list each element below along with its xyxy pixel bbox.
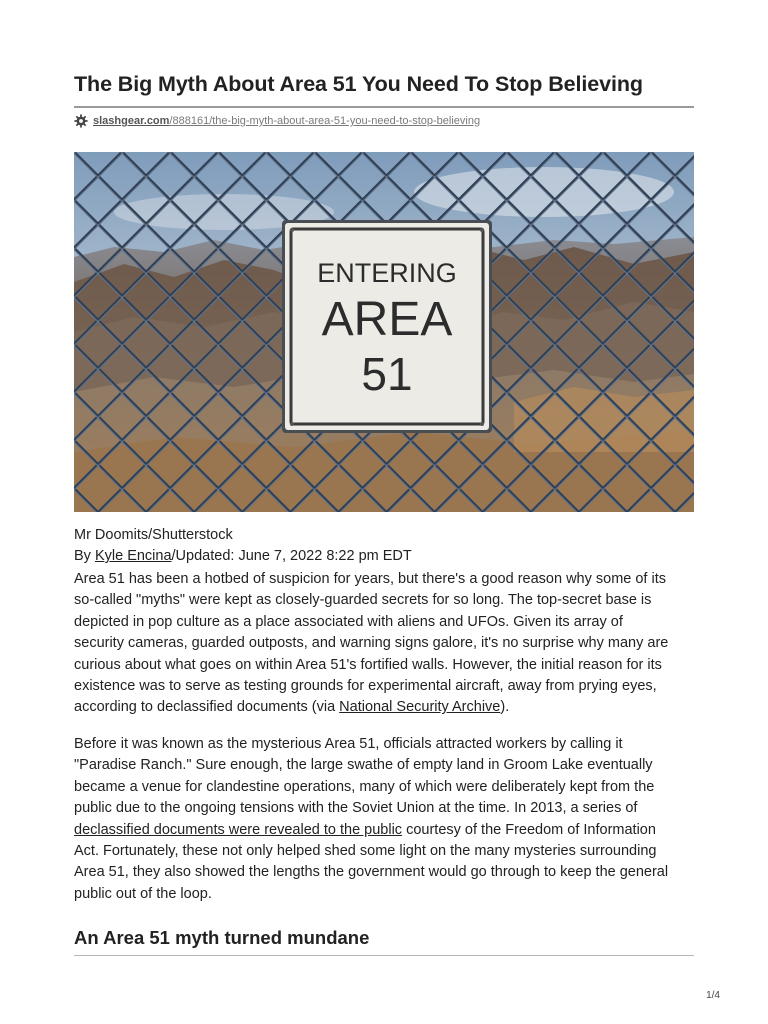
author-link[interactable]: Kyle Encina [94, 548, 172, 564]
source-link[interactable] [74, 113, 480, 129]
source-domain[interactable]: slashgear.com [93, 115, 170, 127]
sign-line-3: 51 [361, 348, 413, 400]
article-title: The Big Myth About Area 51 You Need To Stop Believing [74, 72, 643, 96]
paragraph-line: existence was to serve as testing grounds for experimental aircraft, away from prying eyes, [74, 678, 657, 695]
hero-image [74, 152, 694, 512]
gear-icon [74, 114, 88, 128]
paragraph-line [74, 697, 704, 718]
paragraph-line: Act. Fortunately, these not only helped shed some light on the many mysteries surrounding [74, 843, 657, 860]
paragraph-2 [74, 734, 704, 905]
paragraph-line: so-called "myths" were kept as closely-guarded secrets for so long. The top-secret base is [74, 592, 652, 609]
paragraph-text: according to declassified documents (via [74, 699, 340, 716]
title-divider [74, 106, 694, 108]
national-security-archive-link[interactable]: National Security Archive [339, 699, 501, 716]
paragraph-line: curious about what goes on within Area 51's fortified walls. However, the initial reason for its [74, 656, 662, 673]
paragraph-line: Area 51, they also showed the lengths the government would go through to keep the general [74, 864, 669, 881]
paragraph-line: public due to the ongoing tensions with the Soviet Union at the time. In 2013, a series of [74, 800, 638, 817]
image-credit: Mr Doomits/Shutterstock [74, 527, 233, 543]
paragraph-line [74, 820, 704, 841]
page-number: 1/4 [706, 990, 720, 1001]
paragraph-line: Before it was known as the mysterious Area 51, officials attracted workers by calling it [74, 736, 623, 752]
byline-prefix: By [74, 548, 95, 564]
updated-date: /Updated: June 7, 2022 8:22 pm EDT [171, 548, 412, 564]
paragraph-line: public out of the loop. [74, 885, 212, 902]
paragraph-line: "Paradise Ranch." Sure enough, the large swathe of empty land in Groom Lake eventually [74, 757, 653, 774]
paragraph-text: ). [500, 699, 510, 716]
paragraph-line: security cameras, guarded outposts, and warning signs galore, it's no surprise why many are [74, 635, 669, 652]
section-heading: An Area 51 myth turned mundane [74, 927, 370, 948]
declassified-documents-link[interactable]: declassified documents were revealed to the public [74, 821, 403, 838]
byline [74, 548, 412, 564]
sign-line-2: AREA [321, 293, 453, 346]
paragraph-line: depicted in pop culture as a place associated with aliens and UFOs. Given its array of [74, 613, 623, 630]
paragraph-text: courtesy of the Freedom of Information [402, 821, 656, 838]
paragraph-1 [74, 569, 704, 719]
paragraph-line: became a venue for clandestine operations, many of which were deliberately kept from the [74, 778, 655, 795]
sign-line-1: ENTERING [317, 258, 457, 288]
source-path[interactable]: /888161/the-big-myth-about-area-51-you-need-to-stop-believing [169, 115, 481, 127]
entering-area-51-sign [282, 220, 492, 433]
paragraph-line: Area 51 has been a hotbed of suspicion for years, but there's a good reason why some of its [74, 571, 666, 587]
section-divider [74, 955, 694, 956]
area-51-fence-photo [74, 152, 694, 512]
